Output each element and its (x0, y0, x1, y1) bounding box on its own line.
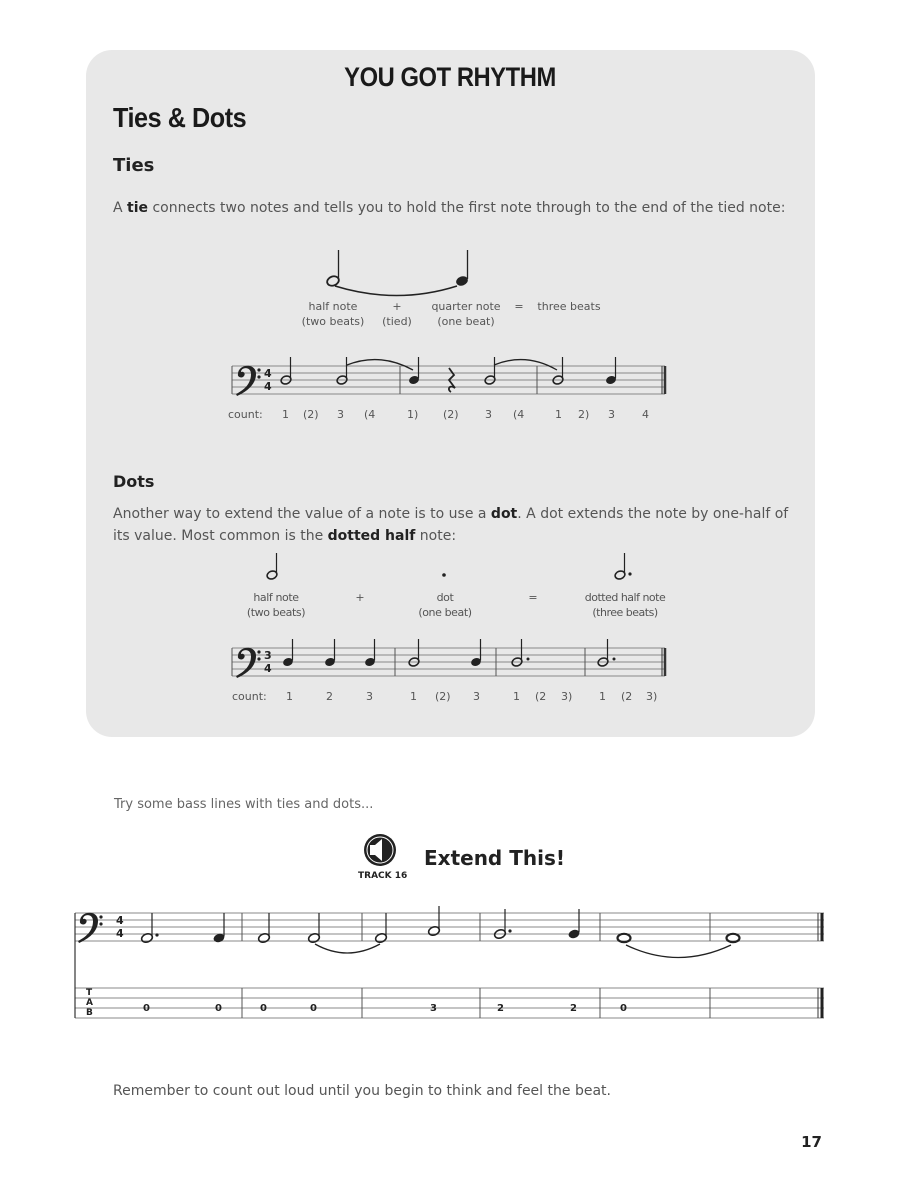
dots-count: 1 (513, 690, 520, 703)
dots-count: 3) (561, 690, 573, 703)
dots-count: 1 (410, 690, 417, 703)
tab-number: 0 (310, 1003, 317, 1014)
tab-number: 2 (570, 1003, 577, 1014)
ties-count: 2) (578, 408, 590, 421)
tie-eq-quarter-note: quarter note (one beat) (431, 300, 501, 328)
dots-count-label: count: (232, 690, 267, 703)
svg-text:4: 4 (116, 914, 124, 927)
tie-eq-plus: + (tied) (382, 300, 412, 328)
ties-count: 4 (642, 408, 649, 421)
tab-number: 0 (260, 1003, 267, 1014)
tab-number: 0 (620, 1003, 627, 1014)
track-label: TRACK 16 (358, 871, 408, 881)
ties-count: 3 (608, 408, 615, 421)
svg-text:A: A (86, 998, 93, 1008)
dots-count: 2 (326, 690, 333, 703)
dot-eq-dot: dot (one beat) (418, 591, 472, 619)
dots-count: 3 (473, 690, 480, 703)
dots-count: 1 (286, 690, 293, 703)
page-heading: Ties & Dots (113, 102, 247, 133)
tab-number: 3 (430, 1003, 437, 1014)
tie-eq-result: three beats (537, 300, 601, 313)
ties-count: 3 (485, 408, 492, 421)
section-title: YOU GOT RHYTHM (344, 62, 556, 92)
tab-number: 0 (215, 1003, 222, 1014)
ties-count: 3 (337, 408, 344, 421)
dots-count: 3) (646, 690, 658, 703)
ties-count: (4 (364, 408, 376, 421)
ties-subheading: Ties (113, 155, 155, 176)
svg-text:4: 4 (264, 380, 272, 393)
ties-count: 1 (555, 408, 562, 421)
dots-count: (2 (535, 690, 547, 703)
dot-eq-dotted-half: dotted half note (three beats) (584, 591, 666, 619)
dot-eq-equals: = (528, 591, 538, 604)
tie-eq-half-note: half note (two beats) (301, 300, 365, 328)
try-text: Try some bass lines with ties and dots... (114, 797, 374, 812)
svg-text:T: T (86, 988, 93, 998)
ties-count-label: count: (228, 408, 263, 421)
bass-clef-icon (78, 913, 103, 943)
svg-text:3: 3 (264, 649, 272, 662)
dot-eq-half-note: half note (two beats) (246, 591, 306, 619)
dots-count: 1 (599, 690, 606, 703)
exercise-title: Extend This! (424, 846, 565, 870)
ties-count: (2) (443, 408, 459, 421)
svg-text:4: 4 (264, 662, 272, 675)
ties-count: (4 (513, 408, 525, 421)
svg-text:4: 4 (116, 927, 124, 940)
tie-eq-equals: = (514, 300, 524, 313)
ties-count: 1) (407, 408, 419, 421)
svg-text:4: 4 (264, 367, 272, 380)
tab-number: 2 (497, 1003, 504, 1014)
page-number: 17 (801, 1133, 822, 1151)
ties-intro: A tie connects two notes and tells you to hold the first note through to the end of the tied note: (113, 200, 786, 216)
dots-count: 3 (366, 690, 373, 703)
svg-text:B: B (86, 1008, 93, 1018)
dots-count: (2) (435, 690, 451, 703)
tab-number: 0 (143, 1003, 150, 1014)
dots-count: (2 (621, 690, 633, 703)
dot-eq-plus: + (355, 591, 365, 604)
closing-text: Remember to count out loud until you begin to think and feel the beat. (113, 1083, 611, 1099)
dots-subheading: Dots (113, 472, 155, 491)
ties-count: 1 (282, 408, 289, 421)
dots-intro: Another way to extend the value of a note is to use a dot. A dot extends the note by one-half of its value. Most common is the dotted half note: (113, 506, 789, 544)
ties-count: (2) (303, 408, 319, 421)
